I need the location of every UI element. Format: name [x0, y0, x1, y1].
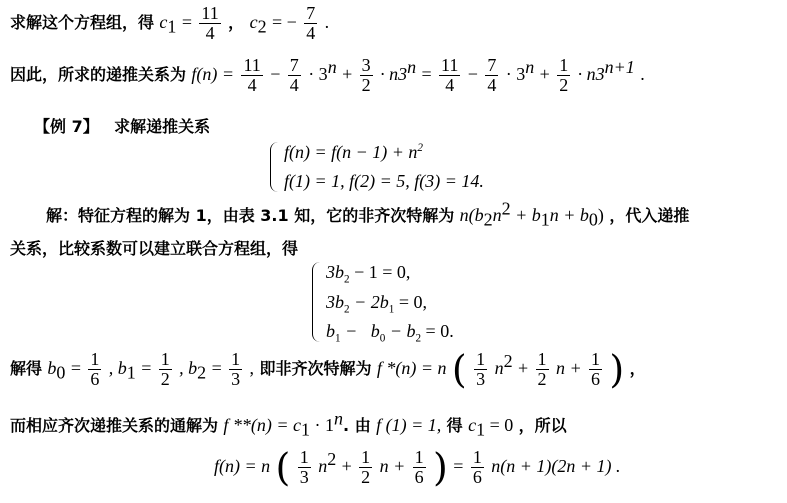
expr: n +	[379, 455, 406, 476]
expr: − b	[340, 321, 380, 341]
num: 11	[201, 3, 219, 23]
den: 3	[231, 368, 241, 389]
sub: 0	[56, 362, 66, 383]
den: 6	[472, 466, 482, 487]
den: 2	[361, 74, 371, 95]
sub: 1	[540, 209, 550, 230]
fraction	[474, 350, 487, 389]
expr: n +	[555, 357, 582, 378]
text: 关系，比较系数可以建立联合方程组，得	[10, 239, 299, 258]
system-line	[326, 291, 454, 316]
left-paren: (	[275, 445, 291, 490]
fraction	[298, 448, 311, 487]
fraction	[536, 350, 549, 389]
fraction	[304, 4, 317, 43]
num: 1	[559, 55, 569, 75]
num: 1	[299, 447, 309, 467]
expr: b	[47, 357, 57, 378]
expr: f *(n) = n	[376, 357, 447, 378]
den: 6	[90, 368, 100, 389]
den: 6	[591, 368, 600, 389]
sup: 2	[327, 449, 337, 470]
solution-para-line-1	[46, 198, 787, 230]
general-solution-line	[10, 408, 787, 440]
expr: · n3	[380, 63, 408, 84]
expr: · n3	[577, 63, 605, 84]
expr: · 1	[310, 415, 335, 435]
fraction	[589, 350, 602, 389]
var: c	[159, 11, 168, 32]
sup: n	[525, 57, 535, 78]
num: 7	[289, 55, 299, 75]
sub: 1	[301, 419, 311, 440]
expr: · 3	[505, 63, 526, 84]
eq: = −	[271, 11, 297, 32]
fraction	[199, 4, 220, 43]
op: +	[539, 63, 550, 84]
expr: + b	[510, 205, 541, 225]
op: −	[467, 63, 478, 84]
sub: 1	[126, 362, 136, 383]
expr: n + b	[549, 205, 589, 225]
den: 4	[487, 74, 497, 95]
final-result-line	[214, 445, 787, 490]
sub: 2	[344, 273, 350, 286]
sub: 0	[588, 209, 598, 230]
num: 7	[487, 55, 497, 75]
expr: , b	[108, 357, 127, 378]
expr: − b	[385, 321, 416, 341]
paren: )	[597, 205, 604, 225]
period: .	[640, 63, 645, 84]
text: 得	[446, 416, 463, 435]
left-paren: (	[451, 347, 467, 392]
example-title: 求解递推关系	[114, 117, 211, 136]
den: 4	[205, 22, 215, 43]
num: 3	[361, 55, 371, 75]
sup: 2	[501, 198, 511, 219]
num: 11	[441, 55, 459, 75]
expr: f **(n) = c	[223, 415, 302, 435]
num: 11	[243, 55, 261, 75]
sub: 2	[257, 16, 267, 37]
system-line	[326, 262, 454, 286]
sub: 2	[483, 209, 493, 230]
eq: =	[211, 357, 222, 378]
expr: · 3	[308, 63, 328, 84]
example-heading	[34, 114, 787, 137]
fraction	[557, 56, 570, 95]
eq: =	[141, 357, 152, 378]
op: +	[341, 455, 352, 476]
expr: = 0	[485, 415, 514, 435]
fraction	[413, 448, 426, 487]
text: 求解这个方程组，得	[10, 12, 155, 32]
den: 4	[247, 74, 257, 95]
fraction	[359, 448, 372, 487]
sub: 2	[197, 362, 207, 383]
comma: ，	[629, 358, 646, 378]
expr: = 0.	[421, 321, 454, 341]
fraction	[88, 350, 101, 389]
den: 2	[537, 368, 547, 389]
num: 1	[476, 349, 486, 369]
expr: n(b	[459, 205, 484, 225]
left-brace	[270, 142, 280, 192]
expr: − 2b	[349, 291, 389, 312]
expr: b	[326, 321, 335, 341]
text: 解得	[10, 358, 43, 378]
sub: 2	[344, 303, 350, 316]
particular-solution-line	[10, 347, 787, 392]
expr: f (1) = 1,	[376, 415, 442, 435]
sub: 1	[388, 303, 395, 316]
fraction	[360, 56, 373, 95]
right-paren: )	[433, 445, 448, 490]
expr: n	[492, 205, 502, 225]
comma: ，	[228, 12, 245, 32]
op: −	[270, 63, 281, 84]
solution-line-1	[10, 4, 787, 43]
var: c	[249, 11, 258, 32]
expr: n	[318, 455, 328, 476]
expr: f(n) =	[191, 63, 235, 84]
text: . 由	[343, 416, 371, 435]
expr: = 0,	[394, 291, 427, 312]
system-line	[284, 171, 484, 192]
system-line	[326, 321, 454, 345]
num: 1	[361, 447, 371, 467]
den: 6	[414, 466, 424, 487]
expr: f(1) = 1, f(2) = 5, f(3) = 14.	[284, 171, 484, 191]
solution-line-2	[10, 56, 787, 95]
op: +	[517, 357, 529, 378]
system-lines	[326, 262, 454, 345]
sub: 1	[476, 419, 486, 440]
sup: n	[334, 408, 344, 429]
example-label: 【例 7】	[34, 117, 99, 136]
eq: =	[181, 11, 192, 32]
op: +	[342, 63, 353, 84]
system-lines	[284, 142, 484, 192]
sub: 0	[379, 332, 386, 345]
num: 1	[160, 349, 170, 369]
period: .	[324, 11, 330, 32]
den: 3	[476, 368, 486, 389]
fraction	[229, 350, 242, 389]
den: 2	[160, 368, 170, 389]
sub: 1	[335, 332, 341, 345]
text: ，所以	[518, 416, 567, 435]
fraction	[241, 56, 262, 95]
num: 7	[306, 3, 316, 23]
text: 因此，所求的递推关系为	[10, 64, 187, 84]
sup: n	[407, 57, 417, 78]
eq: =	[421, 63, 432, 84]
text: 即非齐次特解为	[259, 358, 372, 378]
expr: f(n) = n	[214, 455, 271, 476]
coefficient-system	[312, 262, 454, 345]
den: 3	[299, 466, 309, 487]
eq: =	[453, 455, 464, 476]
system-line	[284, 142, 484, 163]
expr: 3b	[326, 291, 344, 312]
sup: n	[327, 57, 337, 78]
fraction	[159, 350, 172, 389]
right-paren: )	[609, 347, 625, 392]
text: ，代入递推	[609, 206, 690, 225]
num: 1	[472, 447, 482, 467]
fraction	[439, 56, 460, 95]
num: 1	[90, 349, 100, 369]
num: 1	[537, 349, 547, 369]
expr: − 1 = 0,	[349, 262, 411, 282]
den: 4	[289, 74, 299, 95]
sup: 2	[503, 351, 513, 372]
recurrence-system	[270, 142, 484, 192]
sub: 1	[167, 16, 177, 37]
fraction	[485, 56, 498, 95]
expr: , b	[179, 357, 198, 378]
den: 4	[306, 22, 316, 43]
den: 2	[361, 466, 371, 487]
solution-para-line-2	[10, 236, 787, 259]
eq: =	[70, 357, 81, 378]
fraction	[471, 448, 484, 487]
den: 4	[445, 74, 455, 95]
left-brace	[312, 262, 322, 342]
sup: 2	[417, 142, 423, 154]
num: 1	[414, 447, 424, 467]
text: 解：特征方程的解为 1，由表 3.1 知，它的非齐次特解为	[46, 206, 455, 225]
den: 2	[559, 74, 569, 95]
expr: n	[494, 357, 504, 378]
sup: n+1	[604, 57, 635, 78]
num: 1	[231, 349, 241, 369]
comma: ,	[249, 357, 255, 378]
expr: f(n) = f(n − 1) + n	[284, 142, 418, 162]
fraction	[288, 56, 301, 95]
sub: 2	[415, 332, 422, 345]
expr: n(n + 1)(2n + 1) .	[491, 455, 621, 476]
text: 而相应齐次递推关系的通解为	[10, 416, 219, 435]
expr: 3b	[326, 262, 344, 282]
expr: c	[468, 415, 477, 435]
num: 1	[591, 349, 600, 369]
